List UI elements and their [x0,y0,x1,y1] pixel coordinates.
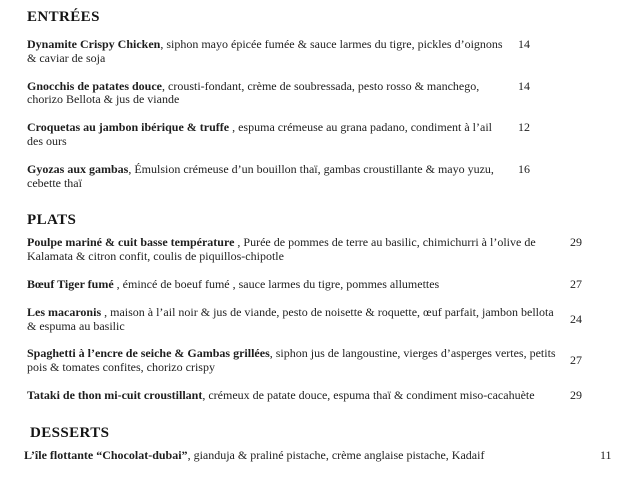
item-text [27,163,510,191]
item-description: , siphon jus de langoustine, vierges d’asperges vertes, petits pois & tomates confites, chorizo crispy [27,346,556,375]
item-description: , gianduja & praliné pistache, crème anglaise pistache, Kadaif [187,447,485,462]
item-name: Bœuf Tiger fumé [27,276,114,291]
section-title-plats: PLATS [27,212,77,229]
menu-item [27,278,610,292]
menu-item [27,347,610,375]
item-price: 29 [570,235,582,250]
desserts-items [24,447,612,463]
item-name: Les macaronis [27,304,102,319]
item-price: 14 [518,37,530,51]
item-name: Spaghetti à l’encre de seiche & Gambas grillées [27,346,270,361]
section-title-entrees: ENTRÉES [27,9,100,25]
item-price: 27 [570,276,582,291]
menu-item [27,236,610,264]
item-description: , maison à l’ail noir & jus de viande, pesto de noisette & roquette, œuf parfait, jambon bellota & espuma au basilic [27,304,554,333]
item-description: , espuma crémeuse au grana padano, condiment à l’ail des ours [27,120,493,148]
item-price: 12 [518,120,530,135]
section-entrees [27,8,610,190]
item-name: Dynamite Crispy Chicken [27,37,161,51]
menu-item [27,121,610,149]
entrees-items [27,38,610,190]
item-name: L’île flottante “Chocolat-dubai” [24,447,188,462]
item-description: , siphon mayo épicée fumée & sauce larmes du tigre, pickles d’oignons & caviar de soja [27,37,503,65]
item-text [27,347,558,375]
plats-items [27,236,610,402]
item-name: Gnocchis de patates douce [27,78,162,93]
section-title-desserts: DESSERTS [30,424,110,441]
item-text [24,449,584,463]
item-name: Poulpe mariné & cuit basse température [27,235,235,250]
item-description: , émincé de boeuf fumé , sauce larmes du tigre, pommes allumettes [113,276,440,291]
item-text [27,306,558,334]
menu-item [27,163,610,191]
item-text [27,236,558,264]
item-price: 14 [518,78,530,93]
item-price: 11 [600,447,612,462]
item-description: , Émulsion crémeuse d’un bouillon thaï, gambas croustillante & mayo yuzu, cebette thaï [27,161,494,190]
item-description: , crémeux de patate douce, espuma thaï & condiment miso-cacahuète [202,387,535,402]
item-price: 24 [570,311,582,326]
item-text [27,278,558,292]
menu-item [27,80,610,108]
item-text [27,38,510,66]
menu-item [27,38,610,66]
section-plats [27,211,610,402]
menu-item [27,389,610,403]
item-price: 27 [570,353,582,368]
item-price: 16 [518,161,530,176]
section-desserts [24,424,612,463]
menu-item [24,449,610,463]
item-text [27,121,510,149]
item-description: , crousti-fondant, crème de soubressada, pesto rosso & manchego, chorizo Bellota & jus de viande [27,78,480,107]
item-description: , Purée de pommes de terre au basilic, chimichurri à l’olive de Kalamata & citron confit, coulis de piquillos-chipotle [27,235,536,264]
item-price: 29 [570,387,582,402]
item-name: Gyozas aux gambas [27,161,129,176]
item-name: Croquetas au jambon ibérique & truffe [27,120,230,135]
menu-item [27,306,610,334]
item-name: Tataki de thon mi-cuit croustillant [27,387,203,402]
item-text [27,389,558,403]
item-text [27,80,510,108]
